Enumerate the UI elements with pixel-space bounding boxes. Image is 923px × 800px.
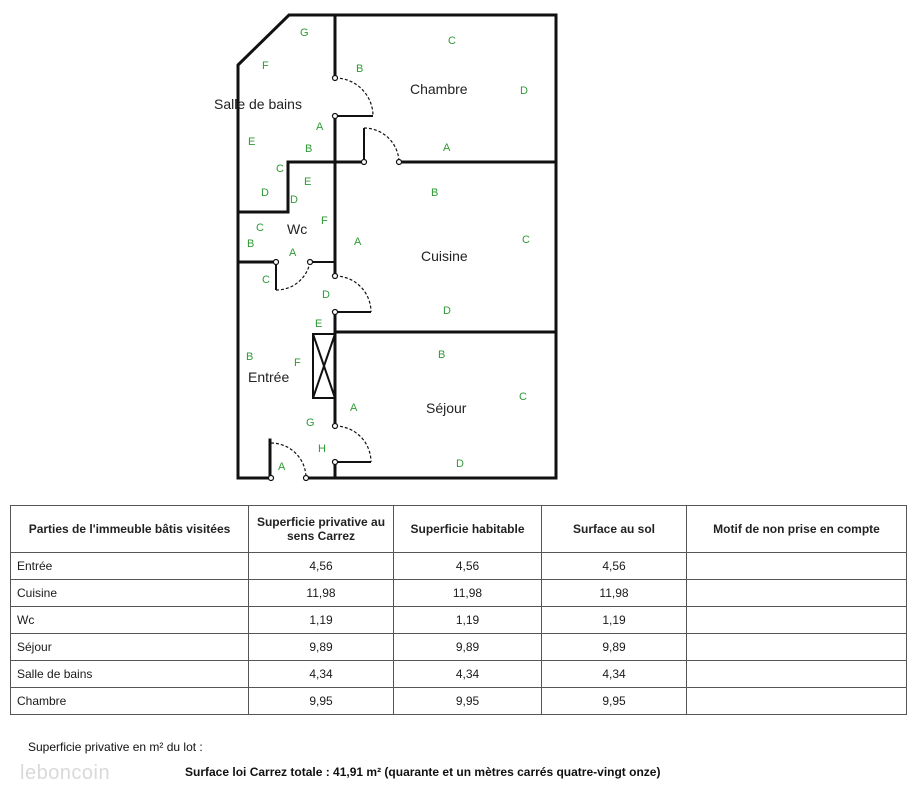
wall-letter-a: A bbox=[443, 142, 451, 154]
cell-motif bbox=[687, 634, 907, 661]
door-cuisine bbox=[335, 276, 371, 312]
wall-letter-c: C bbox=[522, 234, 530, 246]
table-header-row bbox=[11, 506, 907, 553]
wall-letter-f: F bbox=[262, 60, 269, 72]
wall-letter-b: B bbox=[247, 238, 255, 250]
wall-letter-a: A bbox=[316, 121, 324, 133]
room-sejour: Séjour bbox=[426, 400, 467, 416]
cell-motif bbox=[687, 580, 907, 607]
room-cuisine: Cuisine bbox=[421, 248, 468, 264]
cell-motif bbox=[687, 661, 907, 688]
row-name: Séjour bbox=[11, 634, 249, 661]
wall-letter-d: D bbox=[456, 458, 464, 470]
surface-table bbox=[10, 505, 907, 715]
wall-letter-b: B bbox=[305, 143, 313, 155]
wall-letter-d: D bbox=[261, 187, 269, 199]
table-row bbox=[11, 553, 907, 580]
cell-carrez: 4,56 bbox=[249, 553, 394, 580]
wall-letter-c: C bbox=[262, 274, 270, 286]
cell-sol: 4,34 bbox=[542, 661, 687, 688]
header-habitable: Superficie habitable bbox=[394, 506, 542, 553]
outer-wall bbox=[238, 15, 556, 478]
door-sdb-chambre bbox=[335, 78, 373, 116]
cell-sol: 1,19 bbox=[542, 607, 687, 634]
row-name: Chambre bbox=[11, 688, 249, 715]
table-row bbox=[11, 580, 907, 607]
row-name: Entrée bbox=[11, 553, 249, 580]
cell-habitable: 11,98 bbox=[394, 580, 542, 607]
wall-letter-b: B bbox=[356, 63, 364, 75]
row-name: Salle de bains bbox=[11, 661, 249, 688]
wall-letter-c: C bbox=[519, 391, 527, 403]
cell-habitable: 1,19 bbox=[394, 607, 542, 634]
door-wc bbox=[276, 262, 310, 290]
wall-letter-g: G bbox=[306, 417, 315, 429]
wall-letter-f: F bbox=[294, 357, 301, 369]
cell-motif bbox=[687, 607, 907, 634]
wall-letter-c: C bbox=[448, 35, 456, 47]
header-carrez: Superficie privative au sens Carrez bbox=[249, 506, 394, 553]
wall-letter-c: C bbox=[256, 222, 264, 234]
wall-letter-e: E bbox=[315, 318, 323, 330]
table-row bbox=[11, 661, 907, 688]
cell-sol: 11,98 bbox=[542, 580, 687, 607]
wall-letter-b: B bbox=[431, 187, 439, 199]
superficie-label: Superficie privative en m² du lot : bbox=[28, 740, 203, 754]
wall-letter-f: F bbox=[321, 215, 328, 227]
cell-habitable: 9,95 bbox=[394, 688, 542, 715]
cell-carrez: 9,89 bbox=[249, 634, 394, 661]
cell-sol: 9,89 bbox=[542, 634, 687, 661]
wall-letter-d: D bbox=[443, 305, 451, 317]
wall-letter-b: B bbox=[438, 349, 446, 361]
room-wc: Wc bbox=[287, 221, 308, 237]
wall-letter-b: B bbox=[246, 351, 254, 363]
room-salle-de-bains: Salle de bains bbox=[214, 96, 302, 112]
cell-motif bbox=[687, 553, 907, 580]
door-entree bbox=[271, 443, 306, 478]
cell-carrez: 11,98 bbox=[249, 580, 394, 607]
wall-letter-h: H bbox=[318, 443, 326, 455]
cell-carrez: 4,34 bbox=[249, 661, 394, 688]
wall-letter-c: C bbox=[276, 163, 284, 175]
wall-letter-d: D bbox=[290, 194, 298, 206]
table-row bbox=[11, 688, 907, 715]
cell-habitable: 4,56 bbox=[394, 553, 542, 580]
row-name: Cuisine bbox=[11, 580, 249, 607]
wall-letter-d: D bbox=[520, 85, 528, 97]
wall-letter-e: E bbox=[248, 136, 256, 148]
table-row bbox=[11, 607, 907, 634]
wall-letter-e: E bbox=[304, 176, 312, 188]
wall-letter-g: G bbox=[300, 27, 309, 39]
room-chambre: Chambre bbox=[410, 81, 468, 97]
carrez-total: Surface loi Carrez totale : 41,91 m² (quarante et un mètres carrés quatre-vingt onze) bbox=[185, 765, 661, 779]
table-row bbox=[11, 634, 907, 661]
wall-letter-a: A bbox=[350, 402, 358, 414]
row-name: Wc bbox=[11, 607, 249, 634]
wall-letter-a: A bbox=[289, 247, 297, 259]
wall-letter-a: A bbox=[354, 236, 362, 248]
header-motif: Motif de non prise en compte bbox=[687, 506, 907, 553]
cell-sol: 9,95 bbox=[542, 688, 687, 715]
cell-motif bbox=[687, 688, 907, 715]
cell-habitable: 9,89 bbox=[394, 634, 542, 661]
door-chambre-cuisine bbox=[364, 128, 399, 162]
wall-letter-d: D bbox=[322, 289, 330, 301]
cell-sol: 4,56 bbox=[542, 553, 687, 580]
room-entree: Entrée bbox=[248, 369, 290, 385]
cell-carrez: 9,95 bbox=[249, 688, 394, 715]
wall-letter-a: A bbox=[278, 461, 286, 473]
door-sejour bbox=[335, 426, 371, 462]
cell-carrez: 1,19 bbox=[249, 607, 394, 634]
header-parties: Parties de l'immeuble bâtis visitées bbox=[11, 506, 249, 553]
header-sol: Surface au sol bbox=[542, 506, 687, 553]
cell-habitable: 4,34 bbox=[394, 661, 542, 688]
watermark: leboncoin bbox=[20, 762, 111, 784]
